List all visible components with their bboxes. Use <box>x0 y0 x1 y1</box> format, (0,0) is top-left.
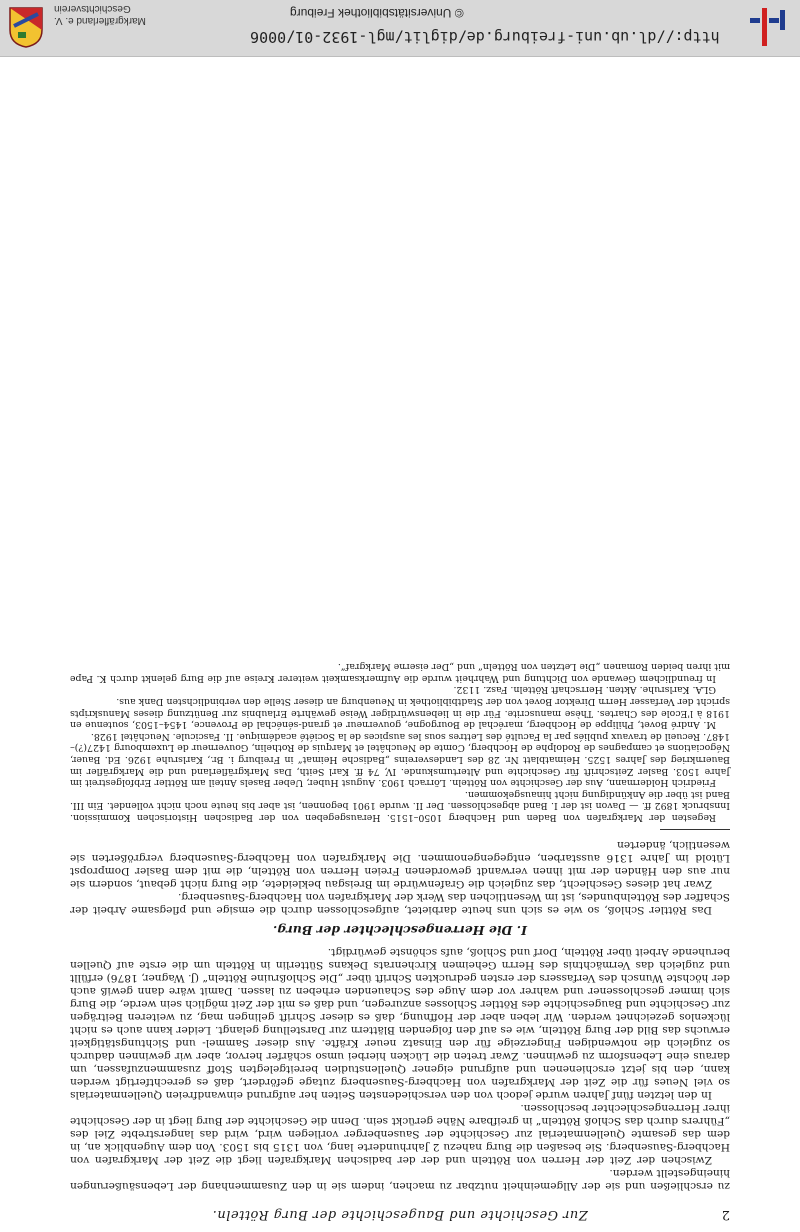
university-library-logo-icon <box>742 6 792 48</box>
page-number: 2 <box>721 1207 730 1222</box>
intro-paragraph: zu erschließen und sie der Allgemeinheit nutzbar zu machen, indem sie in den Zusammenhang der Lebensäußerungen hineingestellt werden. <box>70 1167 730 1192</box>
viewer-header <box>0 0 800 57</box>
footnote-1: Regesten der Markgrafen von Baden und Hachberg 1050–1515. Herausgegeben von der Badischen Historischen Kommission. Innsbruck 1892 ff. — Davon ist der I. Band abgeschlossen. Der II. wurde 1901 begonnen, ist aber bis heute noch nicht vollendet. Ein III. Band ist über die Ankündigung nicht hinausgekommen. <box>70 788 730 823</box>
page-content-rotated <box>70 56 730 1232</box>
footnote-2: Friedrich Holdermann, Aus der Geschichte von Rötteln. Lörrach 1903. August Huber, Ueber Basels Anteil am Röttler Erbfolgestreit im Jahre 1503. Basler Zeitschrift für Geschichte und Altertumskunde. IV, 74 ff. Karl Seith, Das Markgräflerland und die Markgräfler im Bauernkrieg des Jahres 1525. Heimatblatt Nr. 28 des Landesvereins „Badische Heimat“ in Freiburg i. Br., Karlsruhe 1926. Ed. Bauer, Négociations et campagnes de Rodolphe de Hochberg, Comte de Neuchâtel et Marquis de Rothelin, Gouverneur de Luxembourg 1427(?)–1487. Recueil de travaux publiés par la Faculté des Lettres sous les auspices de la Société académique. II. Fascicule. Neuchâtel 1928. <box>70 730 730 789</box>
paragraph-3: Das Röttler Schloß, so wie es sich uns heute darbietet, aufgeschlossen durch die emsige und pflegsame Arbeit der Schaffer des Röttelnbundes, ist im Wesentlichen das Werk der Markgrafen von Hachberg-Sausenberg. <box>70 891 730 916</box>
section-heading: I. Die Herrengeschlechter der Burg. <box>273 923 527 938</box>
society-name-line1: Geschichtsverein <box>54 3 131 14</box>
running-title: Zur Geschichte und Baugeschichte der Burg Rötteln. <box>212 1207 588 1222</box>
main-text <box>70 661 730 1192</box>
society-name-line2: Markgräflerland e. V. <box>54 15 146 26</box>
footnote-divider <box>660 829 730 830</box>
copyright-notice: © Universitätsbibliothek Freiburg <box>290 6 464 20</box>
paragraph-2: In den letzten fünf Jahren wurde jedoch von den verschiedensten Seiten her aufgrund einwandfreien Quellenmaterials so viel Neues für die Zeit der Markgrafen von Hachberg-Sausenberg zutage gefördert, daß es gerechtfertigt werden kann, den bis jetzt erschienenen und aufgrund eigener Quellenstudien bereitgelegten Stoff zusammenzufassen, um daraus eine Lebensform zu gewinnen. Zwar treten die Lücken hierbei umso schärfer hervor, aber wir gewinnen dadurch so zugleich die notwendigen Fingerzeige für den Einsatz neuer Kräfte. Aus dieser Sammel- und Sichtungstätigkeit erwuchs das Bild der Burg Rötteln, wie es auf den folgenden Blättern zur Darstellung gelangt. Leider kann auch es nicht lückenlos gezeichnet werden. Wir leben aber der Hoffnung, daß es dieser Schrift gelingen mag, zu weiteren Beiträgen zur Geschichte und Baugeschichte des Röttler Schlosses anzuregen, und daß es mit der Zeit möglich sein werde, die Burg sich immer geschlossener und wahrer vor dem Auge des Schauenden erheben zu lassen. Damit wäre dann gewiß auch der höchste Wunsch des Verfassers der ersten gedruckten Schrift über „Die Schloßruine Rötteln“ (J. Wagner, 1876) erfüllt und zugleich das Vermächtnis des Herrn Geheimen Kirchenrats Dekans Sütterlin in Rötteln um die erste auf Quellen beruhende Arbeit über Rötteln, Dorf und Schloß, aufs schönste gewürdigt. <box>70 946 730 1101</box>
footnotes <box>70 661 730 823</box>
running-head <box>70 1198 730 1222</box>
paragraph-4: Zwar hat dieses Geschlecht, das zugleich die Grafenwürde im Breisgau bekleidete, die Burg nicht gebaut, sondern sie nur aus den Händen der mit ihnen verwandt gewordenen Freien Herren von Rötteln, die mit dem Basler Dompropst Lütold im Jahre 1316 ausstarben, entgegengenommen. Die Markgrafen von Hachberg-Sausenberg vergrößerten sie wesentlich, änderten <box>70 839 730 890</box>
footnote-3: M. André Bovet, Philippe de Hochberg, maréchal de Bourgogne, gouverneur et grand-sénéchal de Provence, 1454–1503, soutenue en 1918 à l'Ecole des Chartes. Thèse manuscrite. Für die in liebenswürdiger Weise gewährte Erlaubnis zur Benützung dieses Manuskripts spricht der Verfasser Herrn Direktor Bovet von der Stadtbibliothek in Neuenburg an dieser Stelle den verbindlichsten Dank aus. <box>70 696 730 731</box>
document-url-link[interactable]: http://dl.ub.uni-freiburg.de/diglit/mgl-1932-01/0006 <box>250 28 720 46</box>
footnote-4: GLA. Karlsruhe. Akten. Herrschaft Rötteln. Fasz. 1132. <box>453 684 716 696</box>
society-name <box>54 2 174 26</box>
scanned-page <box>0 56 800 1232</box>
paragraph-1: Zwischen der Zeit der Herren von Rötteln und der der badischen Markgrafen liegt die Zeit der Markgrafen von Hachberg-Sausenberg. Sie besaßen die Burg nahezu 2 Jahrhunderte lang, von 1315 bis 1503. Von dem Augenblick an, in dem das gesamte Quellenmaterial zur Geschichte der Sausenberger vorliegen wird, wird das langerstrebte Ziel des „Führers durch das Schloß Rötteln“ in greifbare Nähe gerückt sein. Denn die Geschichte der Burg liegt in der Geschichte ihrer Herrengeschlechter beschlossen. <box>70 1102 730 1166</box>
footnote-5: In freundlichem Gewande von Dichtung und Wahrheit wurde die Aufmerksamkeit weiterer Kreise auf die Burg gelenkt durch K. Pape mit ihren beiden Romanen „Die Letzten von Rötteln“ und „Der eiserne Markgraf“. <box>70 661 730 684</box>
society-crest-icon <box>8 6 44 48</box>
